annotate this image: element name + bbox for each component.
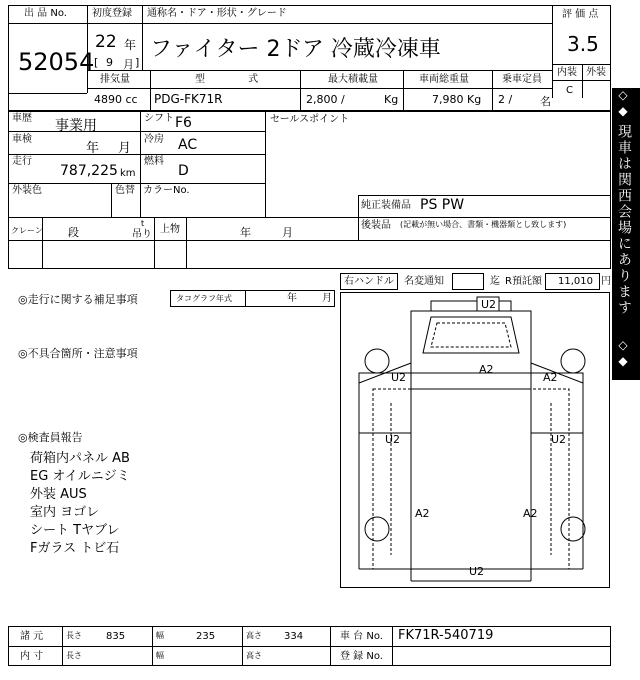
score-value: 3.5	[567, 32, 599, 56]
max-load: 2,800 /	[306, 93, 345, 106]
equipment-label: 純正装備品	[361, 200, 411, 211]
width-label: 幅	[156, 631, 164, 640]
reg-no-label: 登 録 No.	[340, 651, 383, 662]
mark-cab-right: A2	[543, 371, 558, 384]
details-frame	[8, 111, 611, 269]
name-change-label: 名変通知	[404, 276, 444, 287]
inner-height-label: 高さ	[246, 651, 262, 660]
capacity-label: 乗車定員	[502, 74, 542, 85]
dimensions-label: 諸 元	[20, 631, 44, 642]
max-load-unit: Kg	[384, 93, 399, 106]
shift-label: シフト	[144, 113, 174, 124]
score-label: 評 価 点	[562, 9, 599, 20]
mark-bottom: U2	[469, 565, 485, 578]
tacho-label: タコグラフ年式	[176, 294, 232, 303]
height-label: 高さ	[246, 631, 262, 640]
reg-month: 9	[106, 56, 113, 69]
crane-t: t	[141, 219, 145, 228]
displacement: 4890 cc	[94, 93, 138, 106]
model-code: PDG-FK71R	[154, 92, 223, 106]
gross-weight-label: 車両総重量	[419, 74, 469, 85]
inspection-label: 車検	[12, 134, 32, 145]
driving-label: ◎走行に関する補足事項	[18, 293, 138, 306]
mark-lower-left: A2	[415, 507, 430, 520]
history-label: 車歴	[12, 113, 32, 124]
fuel-value: D	[178, 163, 189, 179]
chassis-label: 車 台 No.	[340, 631, 383, 642]
aftermarket-note: (記載が無い場合、書類・機器類とし致します)	[400, 220, 567, 229]
crane-label: クレーン	[11, 226, 43, 235]
mark-side-left: U2	[385, 433, 401, 446]
ac-label: 冷房	[144, 134, 164, 145]
crane-stage: 段	[68, 226, 79, 239]
inspector-line: 外装 AUS	[30, 487, 87, 502]
side-banner-text: 現車は関西会場にあります	[616, 124, 632, 316]
wheel-front-right	[561, 349, 585, 373]
max-load-label: 最大積載量	[328, 74, 378, 85]
car-name-label: 通称名・ドア・形状・グレード	[147, 8, 287, 19]
height-value: 334	[284, 631, 304, 642]
name-change-box	[452, 273, 484, 290]
r-amount: 11,010	[558, 276, 593, 287]
yen: 円	[601, 276, 611, 287]
inspector-line: シート Tヤブレ	[30, 523, 120, 538]
damage-diagram	[340, 292, 610, 588]
exterior-grade: C	[566, 85, 573, 96]
first-reg-label: 初度登録	[92, 8, 132, 19]
reg-year: 22	[95, 32, 117, 52]
capacity-unit: 名	[540, 95, 551, 108]
mark-lower-right: A2	[523, 507, 538, 520]
interior-label: 内装	[557, 67, 577, 78]
displacement-label: 排気量	[100, 74, 130, 85]
exterior-label: 外装	[586, 67, 606, 78]
length-value: 835	[106, 631, 126, 642]
mark-cab-top: A2	[479, 363, 494, 376]
loading-month: 月	[282, 226, 293, 239]
history-value: 事業用	[55, 118, 97, 134]
cab-outline	[411, 311, 531, 373]
defects-label: ◎不具合箇所・注意事項	[18, 347, 138, 360]
inner-width-label: 幅	[156, 651, 164, 660]
width-value: 235	[196, 631, 216, 642]
cab-roof	[423, 317, 519, 353]
crane-hoist: 吊り	[132, 229, 152, 240]
r-amount-label: R預託額	[505, 276, 542, 287]
lot-label: 出 品 No.	[24, 8, 67, 19]
truck-outline	[341, 293, 609, 587]
tacho-month: 月	[322, 293, 332, 304]
side-banner-top-marks: ◇◆	[616, 88, 630, 120]
reg-month-unit: 月	[123, 58, 134, 71]
tacho-year: 年	[287, 293, 297, 304]
side-banner-bottom-marks: ◇◆	[616, 338, 630, 370]
color-label: 外装色	[12, 185, 42, 196]
reg-year-unit: 年	[124, 38, 137, 52]
inspector-label: ◎検査員報告	[18, 431, 83, 444]
loading-year: 年	[240, 226, 251, 239]
length-label: 長さ	[66, 631, 82, 640]
lot-number: 52054	[18, 48, 95, 76]
inspection-month: 月	[118, 141, 132, 156]
gross-weight: 7,980 Kg	[432, 93, 482, 106]
color-code-label: カラーNo.	[143, 185, 190, 196]
wheel-rear-right	[561, 517, 585, 541]
loading-label: 上物	[160, 224, 180, 235]
mileage-unit: km	[120, 168, 136, 179]
mark-cab-left: U2	[391, 371, 407, 384]
mileage-label: 走行	[12, 156, 32, 167]
inspector-line: EG オイルニジミ	[30, 469, 130, 484]
car-name: ファイター 2ドア 冷蔵冷凍車	[150, 37, 441, 62]
mark-side-right: U2	[551, 433, 567, 446]
wheel-front-left	[365, 349, 389, 373]
ac-value: AC	[178, 137, 198, 153]
chassis-number: FK71R-540719	[398, 628, 494, 643]
shift-value: F6	[175, 115, 192, 131]
wheel-rear-left	[365, 517, 389, 541]
mileage-value: 787,225	[60, 163, 118, 179]
inspection-year: 年	[86, 141, 100, 156]
sales-point-label: セールスポイント	[270, 114, 350, 125]
capacity: 2 /	[498, 93, 513, 106]
inner-label: 内 寸	[20, 651, 44, 662]
color-no-label: 色替	[115, 185, 135, 196]
fuel-label: 燃料	[144, 156, 164, 167]
due-label: 迄	[490, 276, 500, 287]
inspector-line: 室内 ヨゴレ	[30, 505, 100, 520]
inner-length-label: 長さ	[66, 651, 82, 660]
inspector-line: Fガラス トビ石	[30, 541, 120, 556]
right-handle: 右ハンドル	[344, 276, 394, 287]
equipment-value: PS PW	[420, 197, 465, 213]
mark-top: U2	[481, 298, 497, 311]
inspector-line: 荷箱内パネル AB	[30, 451, 130, 466]
aftermarket-label: 後装品	[361, 220, 391, 231]
model-label: 型 式	[195, 74, 279, 85]
